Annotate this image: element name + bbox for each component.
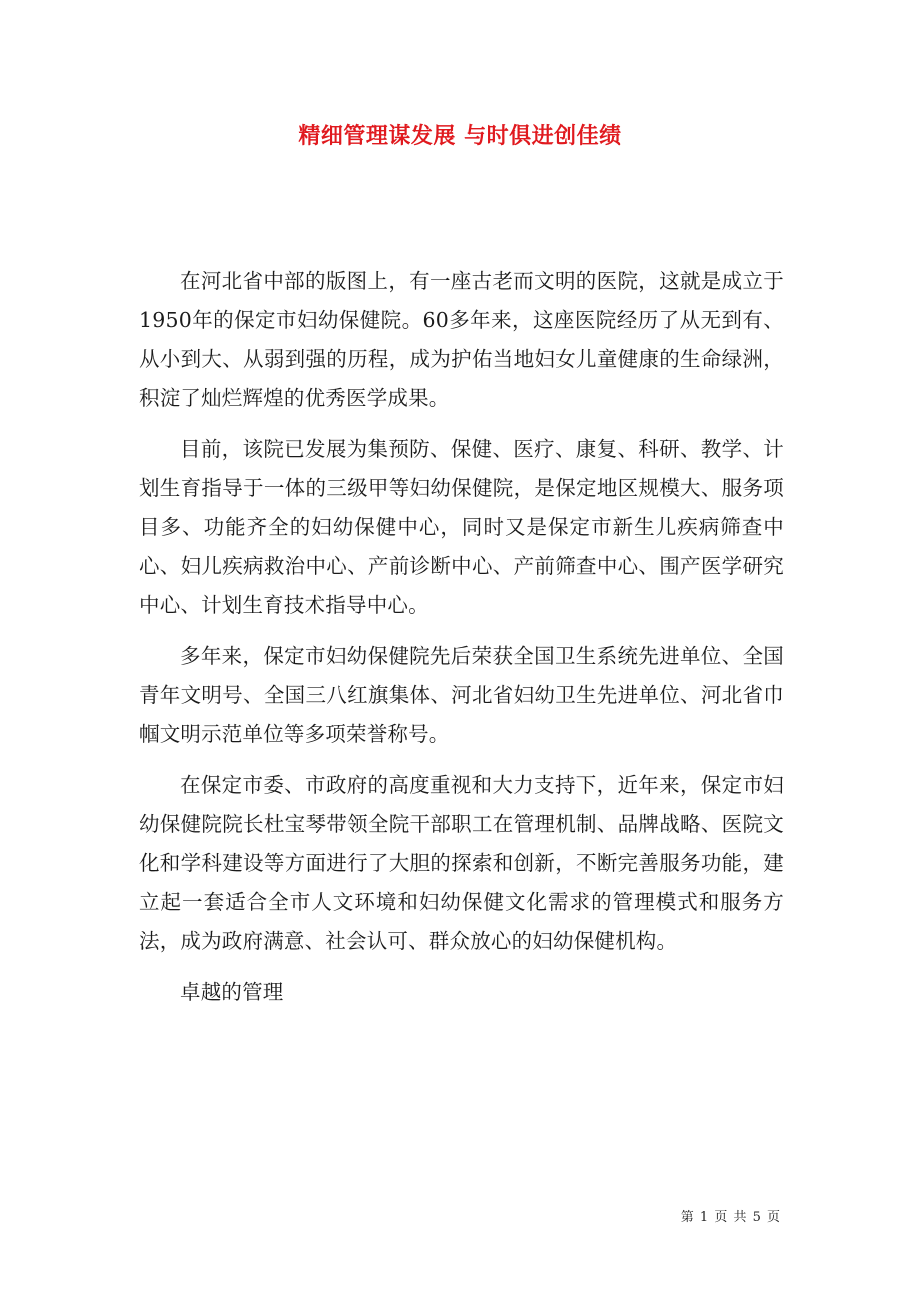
document-title: 精细管理谋发展 与时俱进创佳绩 [298,124,622,149]
paragraph-4: 在保定市委、市政府的高度重视和大力支持下，近年来，保定市妇幼保健院院长杜宝琴带领全院干部职工在管理机制、品牌战略、医院文化和学科建设等方面进行了大胆的探索和创新，不断完善服务功能，建立起一套适合全市人文环境和妇幼保健文化需求的管理模式和服务方法，成为政府满意、社会认可、群众放心的妇幼保健机构。 [139,773,784,953]
page-number: 第 1 页 共 5 页 [680,1210,781,1225]
document-body [139,262,784,1012]
paragraph-2: 目前，该院已发展为集预防、保健、医疗、康复、科研、教学、计划生育指导于一体的三级甲等妇幼保健院，是保定地区规模大、服务项目多、功能齐全的妇幼保健中心，同时又是保定市新生儿疾病筛查中心、妇儿疾病救治中心、产前诊断中心、产前筛查中心、围产医学研究中心、计划生育技术指导中心。 [139,437,784,617]
paragraph-1: 在河北省中部的版图上，有一座古老而文明的医院，这就是成立于1950年的保定市妇幼保健院。60多年来，这座医院经历了从无到有、从小到大、从弱到强的历程，成为护佑当地妇女儿童健康的生命绿洲，积淀了灿烂辉煌的优秀医学成果。 [139,269,784,410]
section-heading: 卓越的管理 [180,980,284,1004]
paragraph-3: 多年来，保定市妇幼保健院先后荣获全国卫生系统先进单位、全国青年文明号、全国三八红旗集体、河北省妇幼卫生先进单位、河北省巾帼文明示范单位等多项荣誉称号。 [139,644,784,746]
